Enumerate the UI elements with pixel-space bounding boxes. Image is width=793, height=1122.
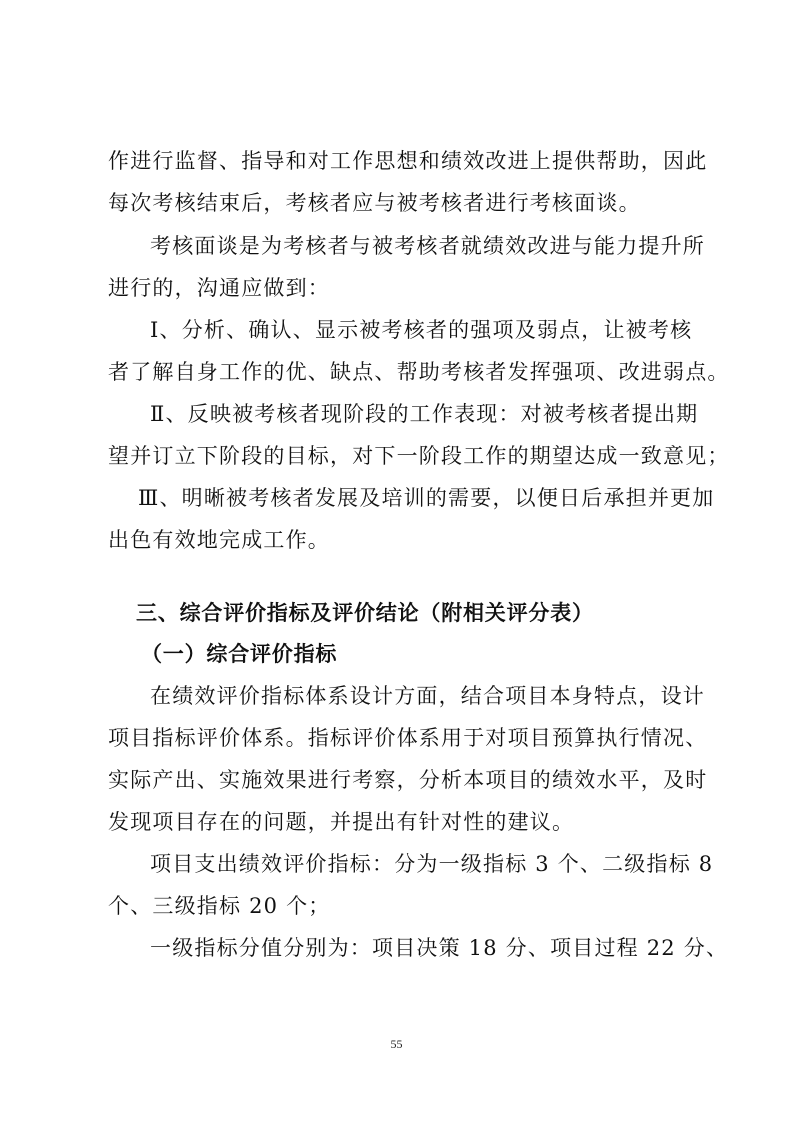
body-text-line: 进行的，沟通应做到： — [108, 276, 330, 300]
paragraph-first-line: 在绩效评价指标体系设计方面，结合项目本身特点，设计 — [150, 684, 705, 708]
body-text-line: 作进行监督、指导和对工作思想和绩效改进上提供帮助，因此 — [108, 149, 708, 173]
body-text-line: 个、三级指标 20 个； — [108, 894, 331, 918]
body-text-line: 发现项目存在的问题，并提出有针对性的建议。 — [108, 810, 575, 834]
body-text-line: 每次考核结束后，考核者应与被考核者进行考核面谈。 — [108, 191, 641, 215]
body-text-line: 实际产出、实施效果进行考察，分析本项目的绩效水平，及时 — [108, 768, 708, 792]
paragraph-first-line: 一级指标分值分别为：项目决策 18 分、项目过程 22 分、 — [150, 936, 729, 960]
list-item-1: Ⅰ、分析、确认、显示被考核者的强项及弱点，让被考核 — [150, 318, 693, 342]
paragraph-first-line: 项目支出绩效评价指标：分为一级指标 3 个、二级指标 8 — [150, 852, 714, 876]
paragraph-first-line: 考核面谈是为考核者与被考核者就绩效改进与能力提升所 — [150, 234, 705, 258]
list-item-3: Ⅲ、明晰被考核者发展及培训的需要，以便日后承担并更加 — [138, 486, 715, 510]
list-item-1-continuation: 者了解自身工作的优、缺点、帮助考核者发挥强项、改进弱点。 — [108, 360, 730, 384]
subsection-heading: （一）综合评价指标 — [141, 642, 338, 666]
page-number: 55 — [390, 1037, 403, 1051]
list-item-2-continuation: 望并订立下阶段的目标，对下一阶段工作的期望达成一致意见； — [108, 444, 730, 468]
list-item-3-continuation: 出色有效地完成工作。 — [108, 528, 330, 552]
section-heading: 三、综合评价指标及评价结论（附相关评分表） — [136, 601, 594, 625]
list-item-2: Ⅱ、反映被考核者现阶段的工作表现：对被考核者提出期 — [150, 402, 699, 426]
body-text-line: 项目指标评价体系。指标评价体系用于对项目预算执行情况、 — [108, 726, 708, 750]
